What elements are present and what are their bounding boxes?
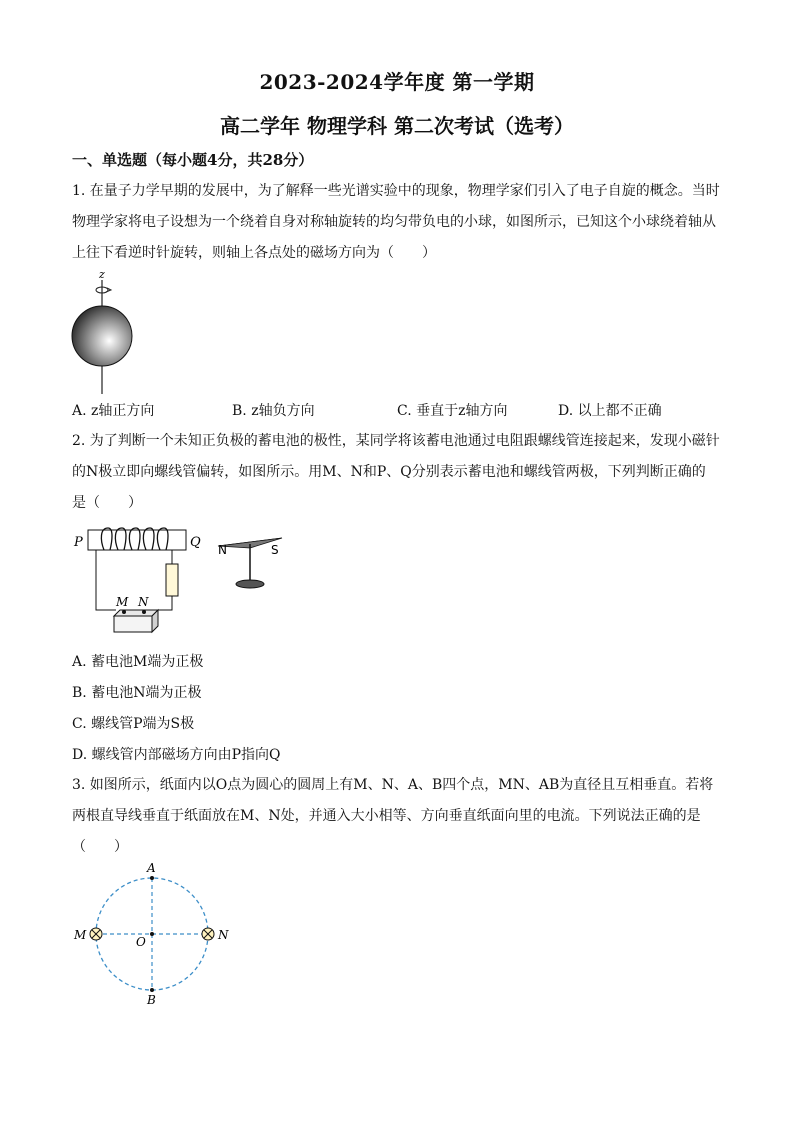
q1-line-1: 1. 在量子力学早期的发展中，为了解释一些光谱实验中的现象，物理学家们引入了电子自旋的概念。当时	[72, 183, 720, 199]
wire-right-bottom	[146, 596, 172, 610]
needle-label-n: N	[218, 543, 227, 557]
battery	[114, 610, 158, 632]
wire-right-top	[166, 550, 172, 564]
section-heading: 一、单选题（每小题4分，共28分）	[72, 151, 314, 169]
resistor	[166, 564, 178, 596]
q3-line-3: （ ）	[72, 839, 128, 855]
solenoid-label-p: P	[74, 535, 83, 550]
charged-sphere	[72, 306, 132, 366]
q1-option-a[interactable]: A. z轴正方向	[72, 403, 155, 419]
q2-option-a[interactable]: A. 蓄电池M端为正极	[72, 654, 204, 670]
q3-circle-wires-figure	[68, 858, 238, 1008]
axis-label-z: z	[99, 268, 105, 281]
q1-option-c[interactable]: C. 垂直于z轴方向	[397, 403, 508, 419]
q1-spinning-sphere-figure	[62, 266, 146, 394]
q2-option-d[interactable]: D. 螺线管内部磁场方向由P指向Q	[72, 747, 281, 763]
q3-line-2: 两根直导线垂直于纸面放在M、N处，并通入大小相等、方向垂直纸面向里的电流。下列说法正确的是	[72, 808, 701, 824]
label-o: O	[136, 935, 146, 949]
wire-left	[96, 550, 116, 610]
q2-line-1: 2. 为了判断一个未知正负极的蓄电池的极性，某同学将该蓄电池通过电阻跟螺线管连接起来，发现小磁针	[72, 433, 720, 449]
q2-solenoid-circuit-figure	[70, 522, 290, 640]
q2-option-c[interactable]: C. 螺线管P端为S极	[72, 716, 195, 732]
battery-label-m: M	[116, 595, 129, 609]
q2-line-2: 的N极立即向螺线管偏转，如图所示。用M、N和P、Q分别表示蓄电池和螺线管两极，下列判断正确的	[72, 464, 706, 480]
q1-option-d[interactable]: D. 以上都不正确	[558, 403, 662, 419]
q1-line-3: 上往下看逆时针旋转，则轴上各点处的磁场方向为（ ）	[72, 245, 436, 261]
exam-year-term: 2023-2024学年度 第一学期	[259, 70, 535, 94]
wire-n-into-page-icon	[202, 928, 214, 940]
point-o	[150, 932, 154, 936]
point-b	[150, 988, 154, 992]
label-a: A	[147, 861, 156, 875]
wire-m-into-page-icon	[90, 928, 102, 940]
label-m: M	[74, 928, 87, 942]
needle-label-s: S	[271, 543, 279, 557]
q2-option-b[interactable]: B. 蓄电池N端为正极	[72, 685, 202, 701]
q1-line-2: 物理学家将电子设想为一个绕着自身对称轴旋转的均匀带负电的小球，如图所示，已知这个小球绕着轴从	[72, 214, 716, 230]
solenoid-label-q: Q	[190, 535, 201, 550]
label-n: N	[218, 928, 229, 942]
q3-line-1: 3. 如图所示，纸面内以O点为圆心的圆周上有M、N、A、B四个点，MN、AB为直径且互相垂直。若将	[72, 777, 714, 793]
exam-title: 高二学年 物理学科 第二次考试（选考）	[220, 114, 574, 138]
q2-line-3: 是（ ）	[72, 495, 142, 511]
label-b: B	[147, 993, 156, 1007]
point-a	[150, 876, 154, 880]
q1-options	[72, 400, 722, 420]
q1-option-b[interactable]: B. z轴负方向	[232, 403, 315, 419]
battery-label-n: N	[138, 595, 149, 609]
